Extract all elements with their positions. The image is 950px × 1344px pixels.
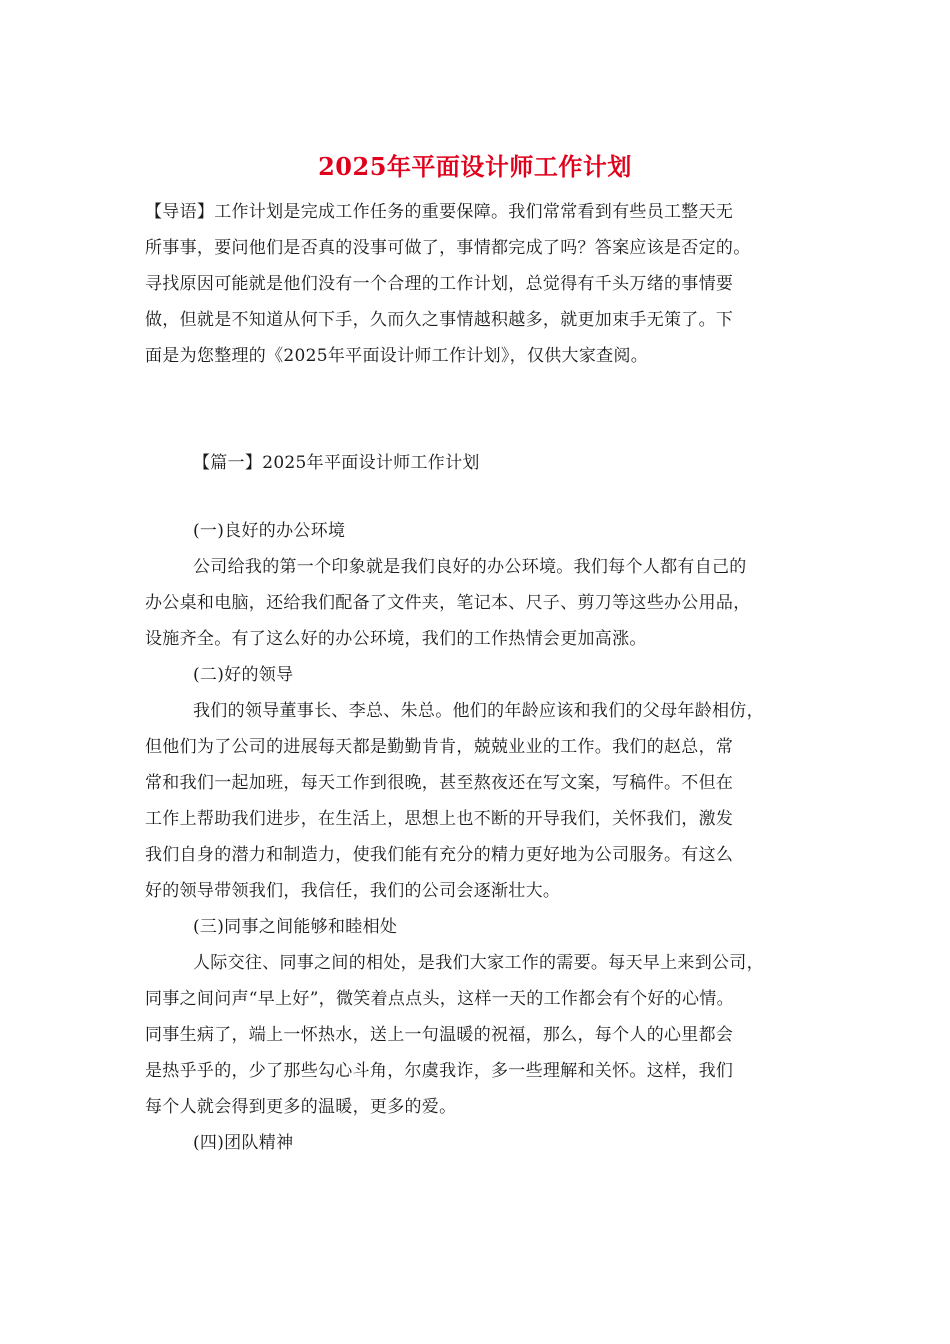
paragraph-line: 人际交往、同事之间的相处，是我们大家工作的需要。每天早上来到公司，: [193, 953, 764, 973]
paragraph-line: 办公桌和电脑，还给我们配备了文件夹，笔记本、尺子、剪刀等这些办公用品，: [145, 593, 751, 613]
section-heading: (二)好的领导: [193, 665, 294, 685]
part-heading: 【篇一】2025年平面设计师工作计划: [193, 453, 480, 473]
paragraph-line: 常和我们一起加班，每天工作到很晚，甚至熬夜还在写文案，写稿件。不但在: [145, 773, 734, 793]
paragraph-line: 好的领导带领我们，我信任，我们的公司会逐渐壮大。: [145, 881, 561, 901]
section-heading: (一)良好的办公环境: [193, 521, 346, 541]
paragraph-line: 但他们为了公司的进展每天都是勤勤肯肯，兢兢业业的工作。我们的赵总，常: [145, 737, 734, 757]
document-title: 2025年平面设计师工作计划: [318, 152, 632, 181]
paragraph-line: 每个人就会得到更多的温暖，更多的爱。: [145, 1097, 457, 1117]
paragraph-line: 是热乎乎的，少了那些勾心斗角，尔虞我诈，多一些理解和关怀。这样，我们: [145, 1061, 734, 1081]
paragraph-line: 我们的领导董事长、李总、朱总。他们的年龄应该和我们的父母年龄相仿，: [193, 701, 764, 721]
intro-line: 所事事，要问他们是否真的没事可做了，事情都完成了吗？答案应该是否定的。: [145, 238, 751, 258]
intro-line: 面是为您整理的《2025年平面设计师工作计划》，仅供大家查阅。: [145, 346, 649, 366]
paragraph-line: 同事生病了，端上一怀热水，送上一句温暖的祝福，那么，每个人的心里都会: [145, 1025, 734, 1045]
intro-line: 做，但就是不知道从何下手，久而久之事情越积越多，就更加束手无策了。下: [145, 310, 734, 330]
paragraph-line: 设施齐全。有了这么好的办公环境，我们的工作热情会更加高涨。: [145, 629, 647, 649]
paragraph-line: 公司给我的第一个印象就是我们良好的办公环境。我们每个人都有自己的: [193, 557, 747, 577]
paragraph-line: 同事之间问声“早上好”，微笑着点点头，这样一天的工作都会有个好的心情。: [145, 989, 734, 1009]
section-heading: (三)同事之间能够和睦相处: [193, 917, 398, 937]
section-heading: (四)团队精神: [193, 1133, 294, 1153]
paragraph-line: 工作上帮助我们进步，在生活上，思想上也不断的开导我们，关怀我们，激发: [145, 809, 734, 829]
paragraph-line: 我们自身的潜力和制造力，使我们能有充分的精力更好地为公司服务。有这么: [145, 845, 734, 865]
intro-line: 寻找原因可能就是他们没有一个合理的工作计划，总觉得有千头万绪的事情要: [145, 274, 734, 294]
intro-line: 【导语】工作计划是完成工作任务的重要保障。我们常常看到有些员工整天无: [145, 202, 734, 222]
